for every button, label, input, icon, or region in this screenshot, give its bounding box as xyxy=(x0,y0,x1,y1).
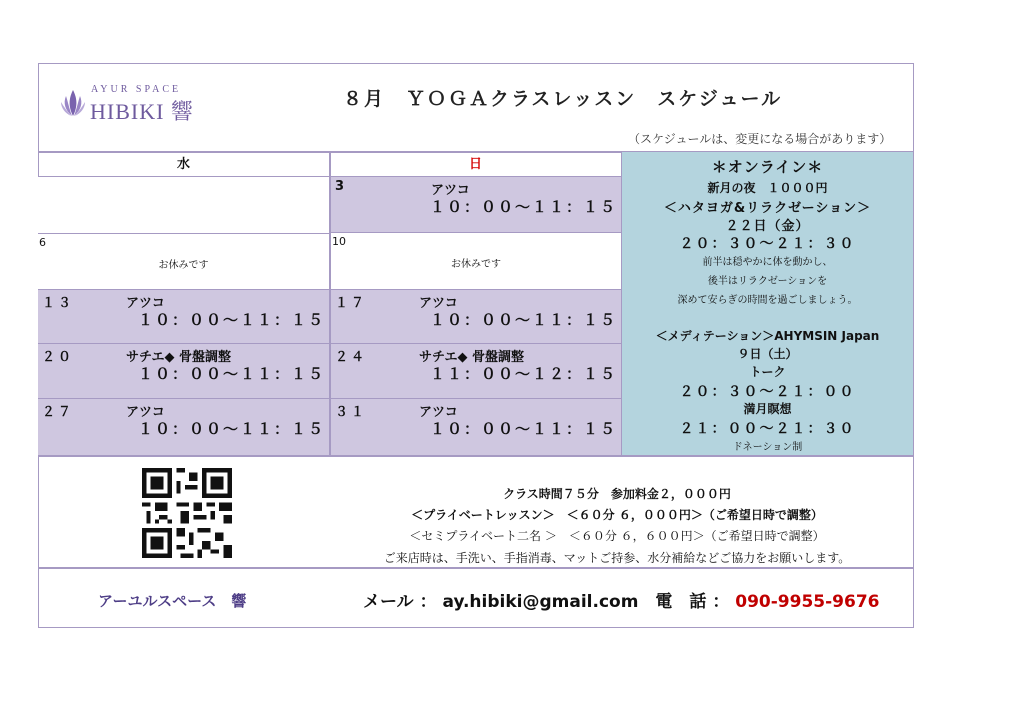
shop-name: アーユルスペース 響 xyxy=(98,592,247,610)
wed-13-cell xyxy=(38,289,329,344)
online-panel xyxy=(622,152,913,455)
email-label[interactable]: メール ： ay.hibiki@gmail.com 電 話 ： xyxy=(363,592,736,612)
header-wednesday: 水 xyxy=(176,157,190,172)
online-line: ２０：３０〜２１：００ xyxy=(679,384,856,400)
date: ２４ xyxy=(335,350,368,365)
closed-label: お休みです xyxy=(451,259,501,270)
online-line: ＜メディテーション＞AHYMSIN Japan xyxy=(655,329,880,343)
sun-31-cell xyxy=(331,399,621,455)
date: １３ xyxy=(42,296,75,311)
sun-10-cell xyxy=(331,233,621,289)
sun-24-cell xyxy=(331,344,621,399)
phone-number[interactable]: 090-9955-9676 xyxy=(735,592,880,612)
logo-name: HIBIKI 響 xyxy=(90,99,194,124)
page-title: ８月 ＹＯＧＡクラスレッスン スケジュール xyxy=(343,88,783,110)
time: １０：００〜１１：１５ xyxy=(137,311,325,329)
info-line: ＜セミプライベート二名 ＞ ＜６０分 ６，６００円＞（ご希望日時で調整） xyxy=(409,529,825,543)
info-line: クラス時間７５分 参加料金２，０００円 xyxy=(503,487,731,501)
instructor: アツコ xyxy=(419,296,458,311)
date: １７ xyxy=(335,296,368,311)
instructor: アツコ xyxy=(126,296,165,311)
online-line: 深めて安らぎの時間を過ごしましょう。 xyxy=(677,295,858,306)
date: ２０ xyxy=(42,350,75,365)
contact-info xyxy=(363,587,880,612)
time: １０：００〜１１：１５ xyxy=(137,420,325,438)
wed-6-cell xyxy=(38,233,329,289)
online-line: ２２日（金） xyxy=(725,219,810,234)
date: 3 xyxy=(335,179,348,194)
online-line: ドネーション制 xyxy=(732,442,803,453)
online-line: 後半はリラクゼーションを xyxy=(707,276,828,287)
wed-27-cell xyxy=(38,399,329,455)
online-line: トーク xyxy=(749,365,786,379)
lotus-flame-icon xyxy=(60,88,86,118)
date: ３１ xyxy=(335,405,368,420)
logo-subtitle: AYUR SPACE xyxy=(91,84,182,95)
time: １１：００〜１２：１５ xyxy=(429,365,617,383)
online-line: ２１：００〜２１：３０ xyxy=(679,421,856,437)
date: ２７ xyxy=(42,405,75,420)
divider xyxy=(38,455,914,457)
instructor: サチエ◆ 骨盤調整 xyxy=(419,350,525,365)
online-line: 満月瞑想 xyxy=(743,402,792,416)
info-line: ご来店時は、手洗い、手指消毒、マットご持参、水分補給などご協力をお願いします。 xyxy=(383,551,851,565)
wed-empty-cell xyxy=(38,177,329,233)
instructor: サチエ◆ 骨盤調整 xyxy=(126,350,232,365)
online-line: 前半は穏やかに体を動かし、 xyxy=(702,257,833,268)
time: １０：００〜１１：１５ xyxy=(429,198,617,216)
info-line: ＜プライベートレッスン＞ ＜６０分 ６，０００円＞（ご希望日時で調整） xyxy=(411,508,823,522)
time: １０：００〜１１：１５ xyxy=(429,311,617,329)
instructor: アツコ xyxy=(126,405,165,420)
date: 6 xyxy=(39,236,46,249)
schedule-note: （スケジュールは、変更になる場合があります） xyxy=(628,132,892,146)
wed-20-cell xyxy=(38,344,329,399)
closed-label: お休みです xyxy=(158,260,209,271)
time: １０：００〜１１：１５ xyxy=(429,420,617,438)
instructor: アツコ xyxy=(431,183,470,198)
instructor: アツコ xyxy=(419,405,458,420)
header-sunday: 日 xyxy=(468,157,482,172)
logo xyxy=(60,84,230,124)
date: 10 xyxy=(332,235,346,248)
time: １０：００〜１１：１５ xyxy=(137,365,325,383)
divider xyxy=(38,567,914,569)
online-line: ９日（土） xyxy=(737,347,798,361)
online-line: ＜ハタヨガ&リラクゼーション＞ xyxy=(663,201,872,216)
online-line: 新月の夜 １０００円 xyxy=(707,181,828,195)
online-header: ＊オンライン＊ xyxy=(711,158,824,176)
sun-3-cell xyxy=(331,177,621,233)
online-line: ２０：３０〜２１：３０ xyxy=(679,236,856,252)
sun-17-cell xyxy=(331,289,621,344)
